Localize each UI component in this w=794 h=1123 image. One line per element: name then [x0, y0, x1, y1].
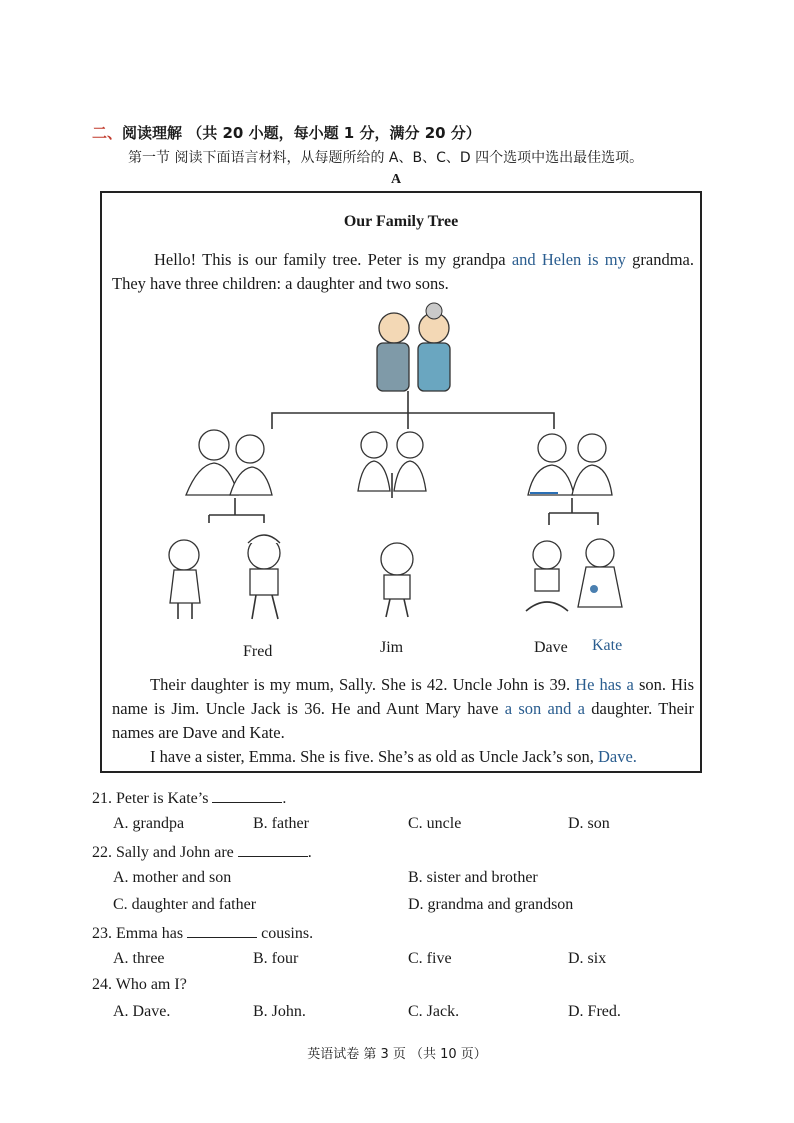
- label-jim: Jim: [380, 639, 404, 656]
- q24-option-c[interactable]: C. Jack.: [408, 1003, 460, 1020]
- p2-text-d: a son and a: [504, 699, 585, 718]
- p2-text-c: son. His name is Jim. Uncle Jack is 36. He and Aunt Mary have: [112, 675, 694, 718]
- q24-option-a[interactable]: A. Dave.: [113, 1003, 171, 1020]
- question-21-end: .: [282, 790, 287, 807]
- p2-text-a: Their daughter is my mum, Sally. She is 42. Uncle John is 39.: [150, 675, 576, 694]
- q22-option-a[interactable]: A. mother and son: [113, 869, 232, 886]
- grandpa-figure: [377, 313, 409, 391]
- emma-figure: [169, 540, 200, 619]
- p3-text-b: Dave.: [597, 747, 637, 766]
- q23-option-a[interactable]: A. three: [113, 950, 165, 967]
- parents-left-figure: [186, 430, 272, 495]
- q22-option-b[interactable]: B. sister and brother: [408, 869, 538, 886]
- q22-option-c[interactable]: C. daughter and father: [113, 896, 257, 913]
- kate-figure: [578, 539, 622, 607]
- p1-text-c: grandma. They have three children: a daughter and two sons.: [112, 250, 694, 293]
- jim-figure: [381, 543, 413, 617]
- fred-figure: [248, 535, 280, 619]
- instruction: 第一节 阅读下面语言材料，从每题所给的 A、B、C、D 四个选项中选出最佳选项。: [128, 150, 644, 166]
- grandma-figure: [418, 303, 450, 391]
- q23-option-d[interactable]: D. six: [568, 950, 607, 967]
- q23-option-c[interactable]: C. five: [408, 950, 452, 967]
- q21-option-b[interactable]: B. father: [253, 815, 309, 832]
- p3-text-a: I have a sister, Emma. She is five. She’s as old as Uncle Jack’s son,: [150, 747, 598, 766]
- question-21-stem: 21. Peter is Kate’s: [92, 790, 209, 807]
- answer-blank-23[interactable]: [187, 923, 257, 938]
- label-dave: Dave: [534, 639, 568, 656]
- parents-right-figure: [528, 434, 612, 495]
- passage-title: Our Family Tree: [343, 213, 459, 230]
- section-title: 阅读理解: [122, 124, 183, 142]
- p1-text-a: Hello! This is our family tree. Peter is my grandpa: [154, 250, 512, 269]
- dave-figure: [526, 541, 568, 611]
- q24-option-b[interactable]: B. John.: [253, 1003, 306, 1020]
- section-number: 二、: [92, 124, 123, 142]
- page-footer: 英语试卷 第 3 页 （共 10 页）: [307, 1047, 487, 1062]
- question-23-stem: 23. Emma has: [92, 925, 184, 942]
- section-heading: [92, 122, 481, 143]
- question-22: [92, 842, 312, 862]
- q21-option-c[interactable]: C. uncle: [408, 815, 462, 832]
- label-fred: Fred: [243, 643, 273, 660]
- question-24: [92, 976, 187, 994]
- p2-text-b: He has a: [575, 675, 634, 694]
- tree-connector-left: [209, 498, 264, 523]
- answer-blank-21[interactable]: [212, 788, 282, 803]
- q22-option-d[interactable]: D. grandma and grandson: [408, 896, 574, 913]
- p1-text-b: and Helen is my: [511, 250, 626, 269]
- family-tree-diagram: [102, 193, 700, 673]
- question-22-end: .: [307, 844, 312, 861]
- q21-option-d[interactable]: D. son: [568, 815, 610, 832]
- label-kate: Kate: [592, 637, 623, 654]
- q24-option-d[interactable]: D. Fred.: [568, 1003, 621, 1020]
- q21-option-a[interactable]: A. grandpa: [113, 815, 185, 832]
- question-21: [92, 788, 286, 808]
- question-23-end: cousins.: [261, 925, 314, 942]
- tree-connector-top: [272, 391, 554, 429]
- question-23: [92, 923, 313, 943]
- paragraph-2: [112, 673, 694, 745]
- passage-letter: A: [391, 172, 402, 187]
- section-note: （共 20 小题，每小题 1 分，满分 20 分）: [187, 124, 481, 142]
- tree-connector-right: [549, 498, 598, 525]
- p2-text-e: daughter. Their names are Dave and Kate.: [112, 699, 694, 742]
- answer-blank-22[interactable]: [238, 842, 308, 857]
- question-24-stem: 24. Who am I?: [92, 976, 187, 993]
- q23-option-b[interactable]: B. four: [253, 950, 299, 967]
- question-22-stem: 22. Sally and John are: [92, 844, 234, 861]
- paragraph-3: [150, 745, 694, 769]
- passage-box: [100, 191, 702, 773]
